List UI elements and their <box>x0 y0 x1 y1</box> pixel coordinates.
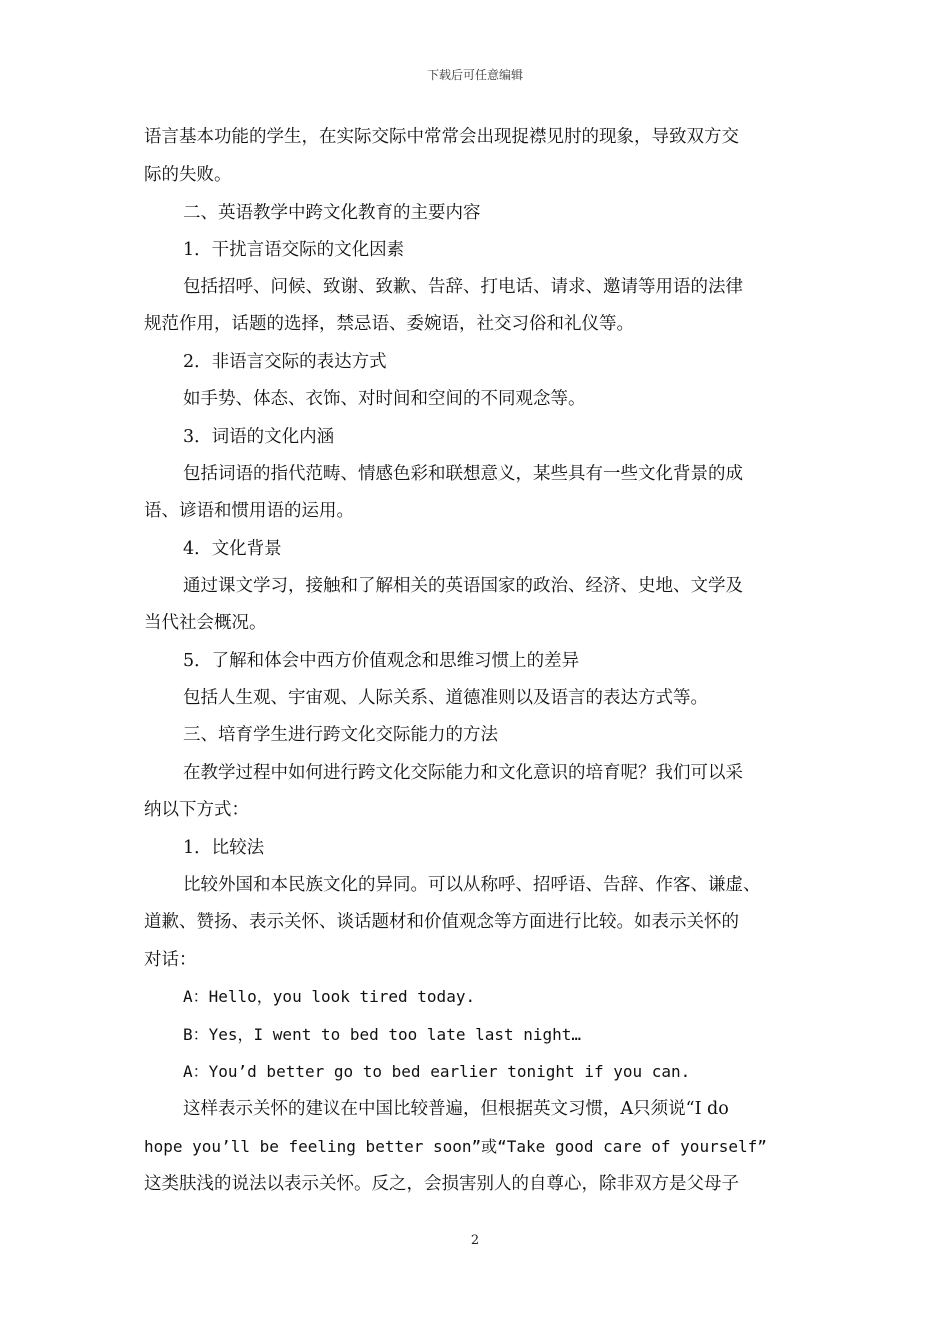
body-line: 这类肤浅的说法以表示关怀。反之，会损害别人的自尊心，除非双方是父母子 <box>144 1174 739 1194</box>
body-line: 包括人生观、宇宙观、人际关系、道德准则以及语言的表达方式等。 <box>183 688 708 708</box>
subsection-heading: 1．比较法 <box>183 838 265 858</box>
body-line: 际的失败。 <box>144 165 232 185</box>
body-line: 对话： <box>144 950 197 970</box>
body-line: hope you’ll be feeling better soon”或“Take good care of yourself” <box>144 1137 767 1156</box>
subsection-heading: 5．了解和体会中西方价值观念和思维习惯上的差异 <box>183 651 580 671</box>
subsection-heading: 3．词语的文化内涵 <box>183 427 335 447</box>
subsection-heading: 1．干扰言语交际的文化因素 <box>183 240 405 260</box>
body-line: 通过课文学习，接触和了解相关的英语国家的政治、经济、史地、文学及 <box>183 576 743 596</box>
body-line: 这样表示关怀的建议在中国比较普遍，但根据英文习惯，A只须说“I do <box>183 1099 729 1119</box>
body-line: 包括招呼、问候、致谢、致歉、告辞、打电话、请求、邀请等用语的法律 <box>183 277 743 297</box>
body-line: 语、谚语和惯用语的运用。 <box>144 501 354 521</box>
body-line: 包括词语的指代范畴、情感色彩和联想意义，某些具有一些文化背景的成 <box>183 464 743 484</box>
page-number: 2 <box>470 1233 480 1248</box>
body-line: 当代社会概况。 <box>144 613 267 633</box>
body-line: 如手势、体态、衣饰、对时间和空间的不同观念等。 <box>183 389 586 409</box>
section-heading: 二、英语教学中跨文化教育的主要内容 <box>183 203 481 223</box>
subsection-heading: 2．非语言交际的表达方式 <box>183 352 387 372</box>
page-header: 下载后可任意编辑 <box>426 68 523 82</box>
body-line: 语言基本功能的学生，在实际交际中常常会出现捉襟见肘的现象，导致双方交 <box>144 127 739 147</box>
body-line: 道歉、赞扬、表示关怀、谈话题材和价值观念等方面进行比较。如表示关怀的 <box>144 912 739 932</box>
body-line: 规范作用，话题的选择，禁忌语、委婉语，社交习俗和礼仪等。 <box>144 314 634 334</box>
body-line: 纳以下方式： <box>144 800 249 820</box>
body-line: 在教学过程中如何进行跨文化交际能力和文化意识的培育呢？我们可以采 <box>183 763 743 783</box>
section-heading: 三、培育学生进行跨文化交际能力的方法 <box>183 725 498 745</box>
subsection-heading: 4．文化背景 <box>183 539 282 559</box>
body-line: 比较外国和本民族文化的异同。可以从称呼、招呼语、告辞、作客、谦虚、 <box>183 875 761 895</box>
dialogue-line: A：Hello，you look tired today. <box>183 987 476 1006</box>
dialogue-line: B：Yes，I went to bed too late last night… <box>183 1025 582 1044</box>
dialogue-line: A：You’d better go to bed earlier tonight if you can. <box>183 1062 691 1081</box>
